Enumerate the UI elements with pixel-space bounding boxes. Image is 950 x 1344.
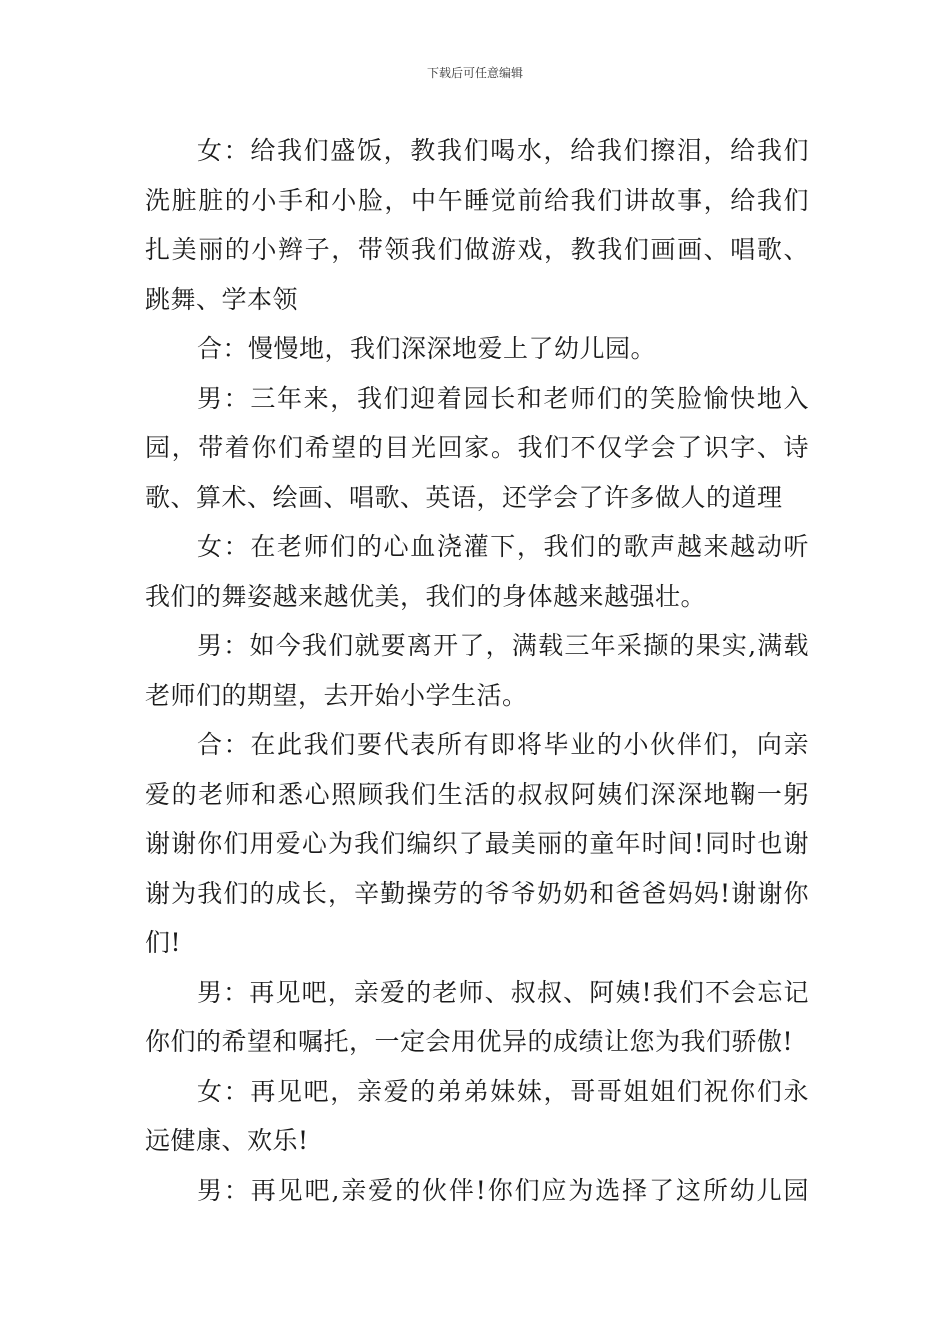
text-line: 扎美丽的小辫子，带领我们做游戏，教我们画画、唱歌、 xyxy=(145,235,809,264)
text-line: 我们的舞姿越来越优美，我们的身体越来越强壮。 xyxy=(145,581,707,611)
text-line: 你们的希望和嘱托，一定会用优异的成绩让您为我们骄傲! xyxy=(145,1027,794,1056)
text-line: 老师们的期望，去开始小学生活。 xyxy=(145,680,528,710)
text-line: 谢为我们的成长，辛勤操劳的爷爷奶奶和爸爸妈妈!谢谢你 xyxy=(145,878,809,908)
text-line: 男：三年来，我们迎着园长和老师们的笑脸愉快地入 xyxy=(197,383,809,413)
page-header: 下载后可任意编辑 xyxy=(426,66,523,80)
text-line: 女：在老师们的心血浇灌下，我们的歌声越来越动听 xyxy=(197,532,809,561)
document-body xyxy=(145,126,809,1215)
text-line: 洗脏脏的小手和小脸，中午睡觉前给我们讲故事，给我们 xyxy=(145,185,809,215)
text-line: 男：再见吧，亲爱的老师、叔叔、阿姨!我们不会忘记 xyxy=(197,977,809,1007)
text-line: 园，带着你们希望的目光回家。我们不仅学会了识字、诗 xyxy=(145,433,809,462)
text-line: 男：如今我们就要离开了，满载三年采撷的果实,满载 xyxy=(197,631,809,660)
text-line: 男：再见吧,亲爱的伙伴!你们应为选择了这所幼儿园 xyxy=(197,1175,809,1205)
text-line: 女：给我们盛饭，教我们喝水，给我们擦泪，给我们 xyxy=(197,136,809,165)
text-line: 爱的老师和悉心照顾我们生活的叔叔阿姨们深深地鞠一躬 xyxy=(145,779,809,809)
text-line: 远健康、欢乐! xyxy=(145,1126,309,1155)
text-line: 歌、算术、绘画、唱歌、英语，还学会了许多做人的道理 xyxy=(145,482,783,512)
text-line: 女：再见吧，亲爱的弟弟妹妹，哥哥姐姐们祝你们永 xyxy=(197,1076,809,1106)
text-line: 合：慢慢地，我们深深地爱上了幼儿园。 xyxy=(197,334,657,363)
text-line: 跳舞、学本领 xyxy=(145,284,299,314)
text-line: 合：在此我们要代表所有即将毕业的小伙伴们，向亲 xyxy=(197,730,809,759)
text-line: 谢谢你们用爱心为我们编织了最美丽的童年时间!同时也谢 xyxy=(145,829,809,858)
text-line: 们! xyxy=(145,928,182,957)
